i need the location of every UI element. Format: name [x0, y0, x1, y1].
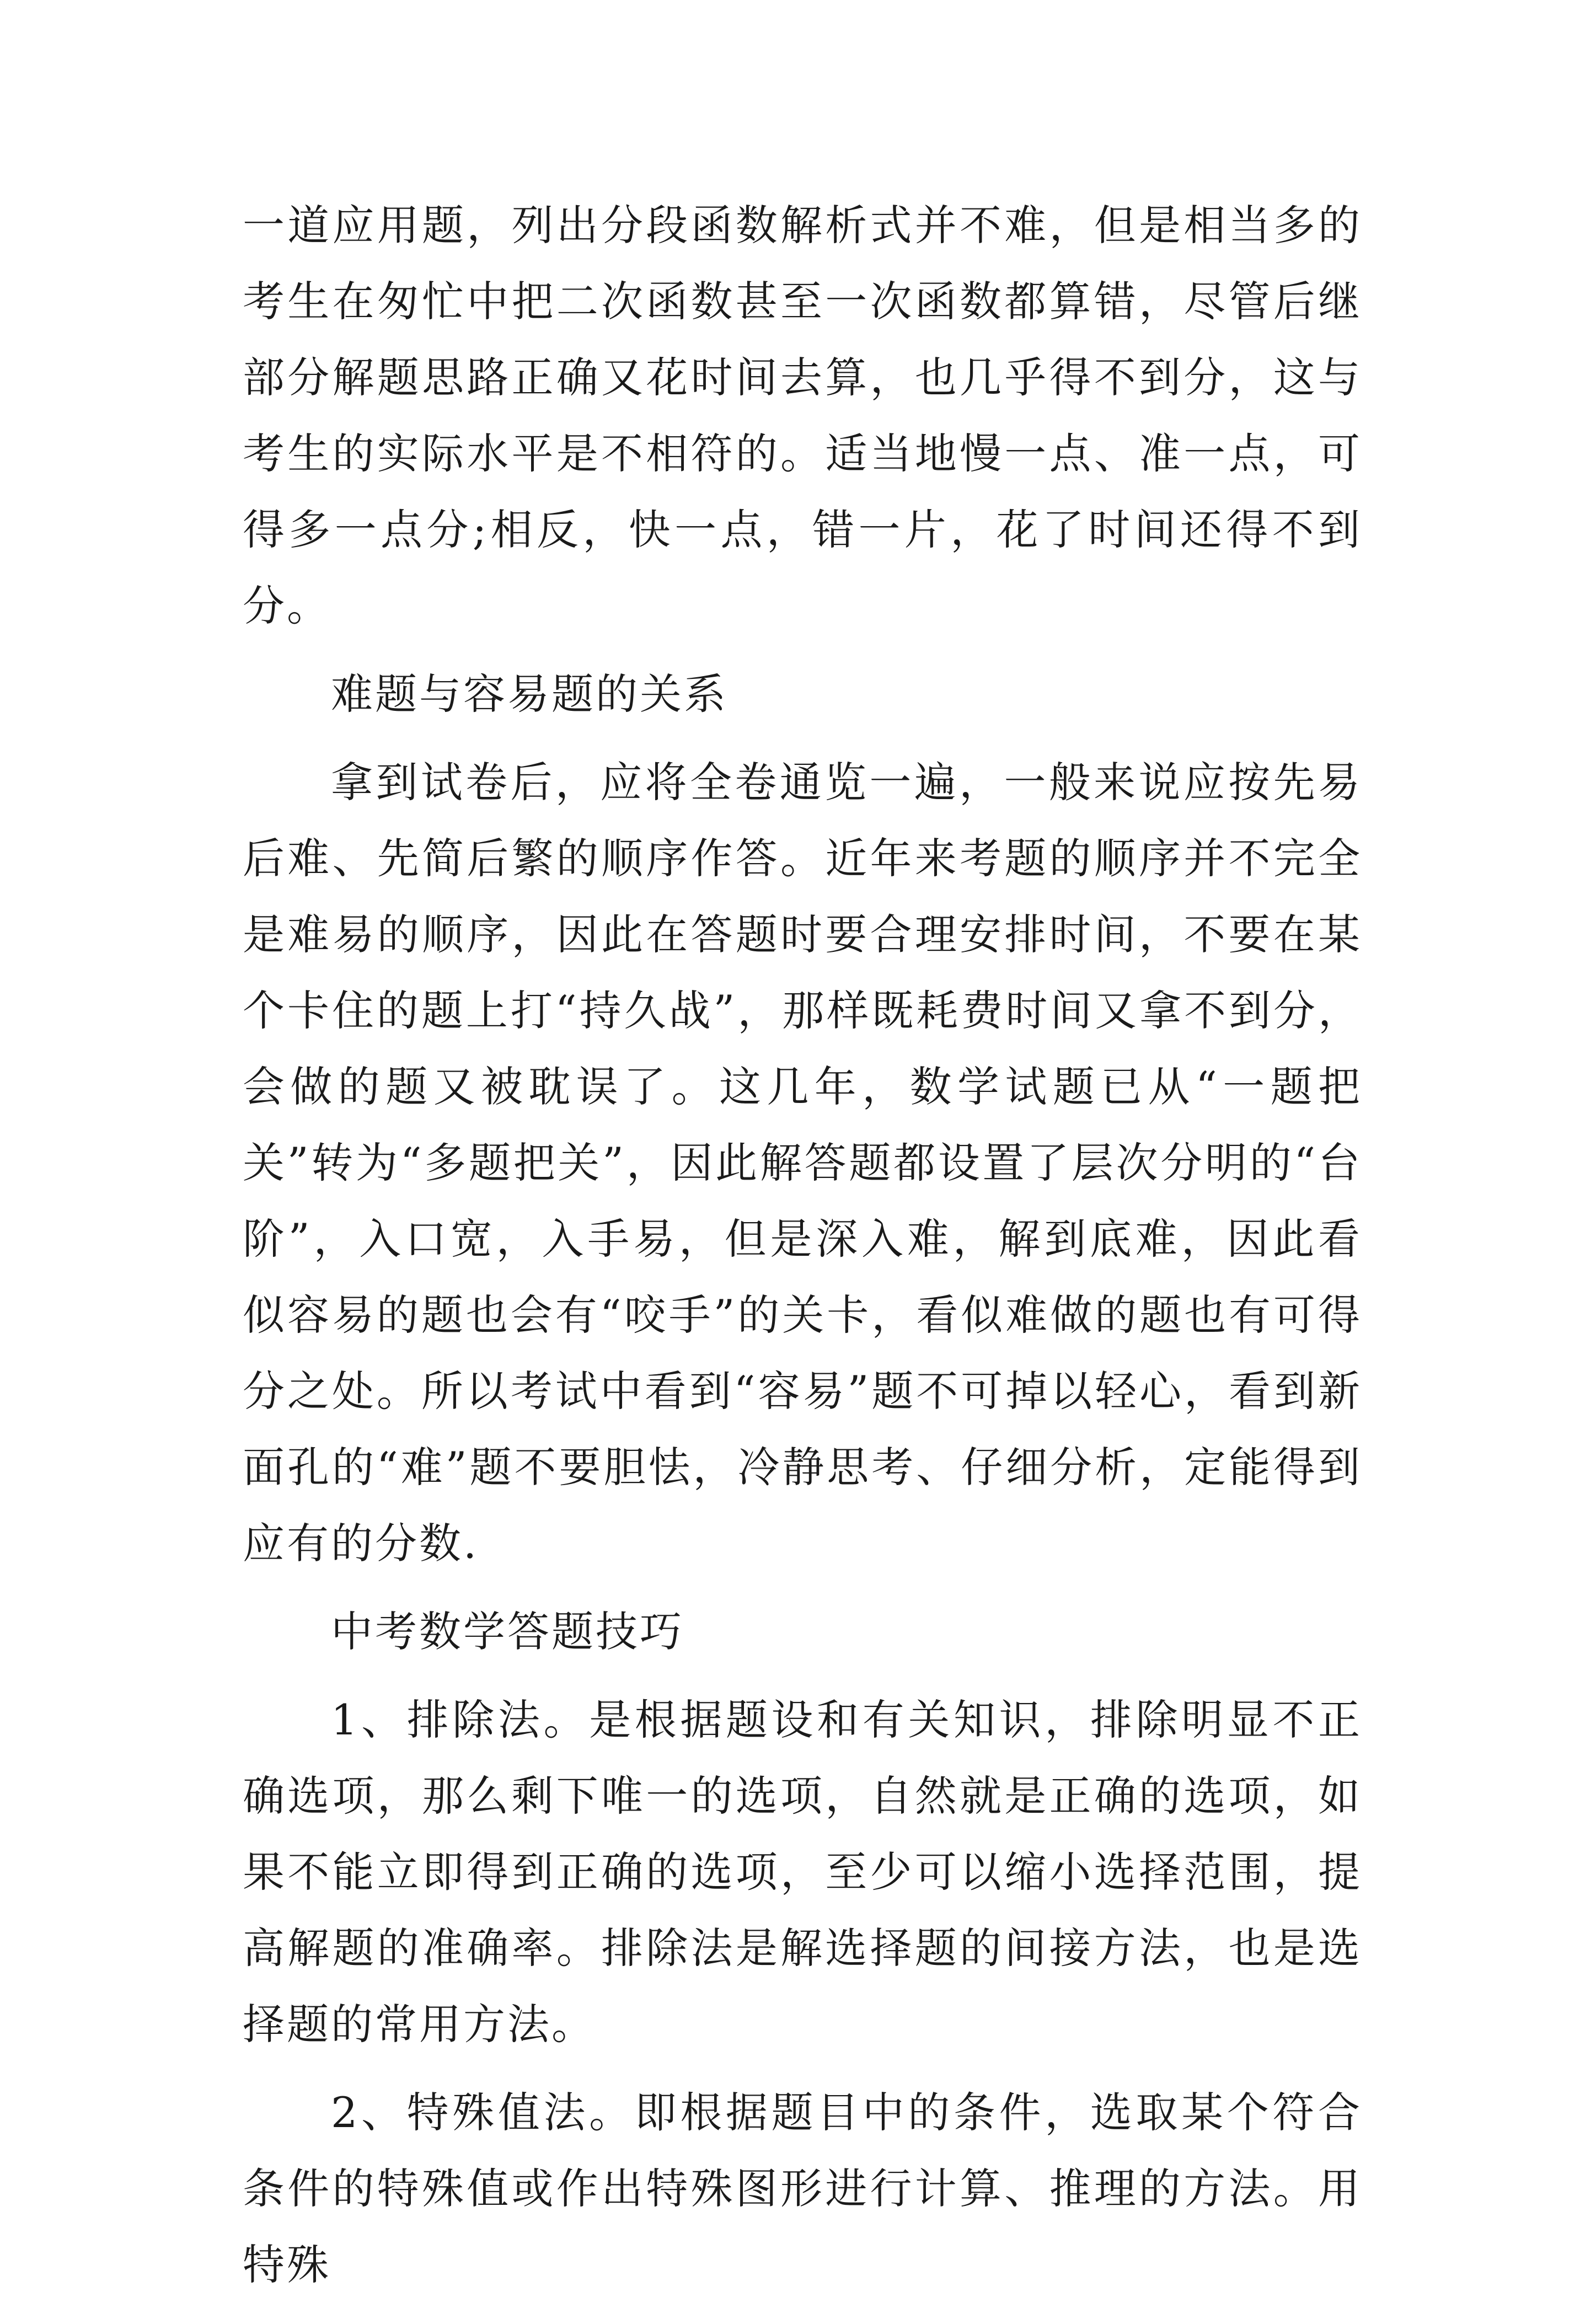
- paragraph-elimination-method: 1、排除法。是根据题设和有关知识，排除明显不正确选项，那么剩下唯一的选项，自然就是正确的选项，如果不能立即得到正确的选项，至少可以缩小选择范围，提高解题的准确率。排除法是解选择题的间接方法，也是选择题的常用方法。: [243, 1695, 1362, 2049]
- paragraph-exam-order: 拿到试卷后，应将全卷通览一遍，一般来说应按先易后难、先简后繁的顺序作答。近年来考题的顺序并不完全是难易的顺序，因此在答题时要合理安排时间，不要在某个卡住的题上打“持久战”，那样既耗费时间又拿不到分，会做的题又被耽误了。这几年，数学试题已从“一题把关”转为“多题把关”，因此解答题都设置了层次分明的“台阶”，入口宽，入手易，但是深入难，解到底难，因此看似容易的题也会有“咬手”的关卡，看似难做的题也有可得分之处。所以考试中看到“容易”题不可掉以轻心，看到新面孔的“难”题不要胆怯，冷静思考、仔细分析，定能得到应有的分数.: [243, 758, 1362, 1568]
- section-heading-difficulty-relation: 难题与容易题的关系: [331, 670, 728, 719]
- document-body: [243, 188, 1362, 2303]
- paragraph-special-value-method: 2、特殊值法。即根据题目中的条件，选取某个符合条件的特殊值或作出特殊图形进行计算、推理的方法。用特殊: [243, 2088, 1362, 2289]
- section-heading-math-tips: 中考数学答题技巧: [331, 1607, 684, 1656]
- paragraph-answer-speed: 一道应用题，列出分段函数解析式并不难，但是相当多的考生在匆忙中把二次函数甚至一次函数都算错，尽管后继部分解题思路正确又花时间去算，也几乎得不到分，这与考生的实际水平是不相符的。适当地慢一点、准一点，可得多一点分;相反，快一点，错一片，花了时间还得不到分。: [243, 201, 1362, 630]
